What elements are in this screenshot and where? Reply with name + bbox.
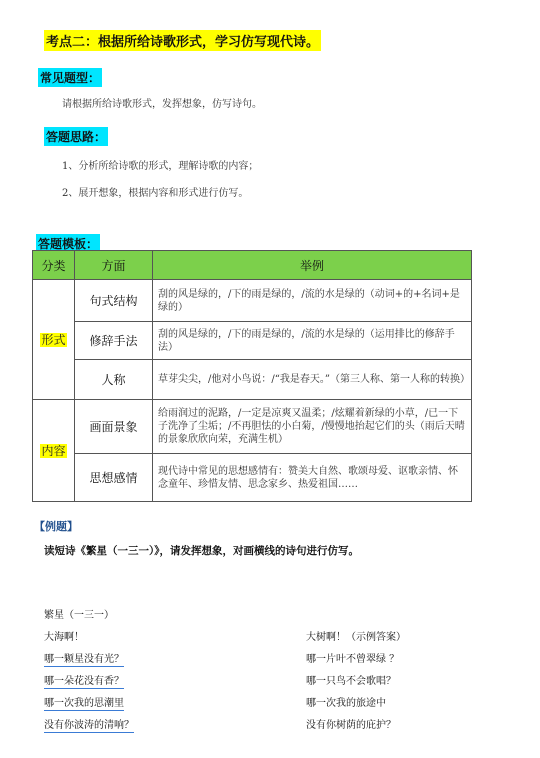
- example-cell: 现代诗中常见的思想感情有：赞美大自然、歌颂母爱、讴歌亲情、怀念童年、珍惜友情、思念家乡、热爱祖国……: [153, 454, 472, 502]
- example-cell: 给雨润过的泥路，/一定是凉爽又温柔；/炫耀着新绿的小草，/已一下子洗净了尘垢；/不再胆怯的小白菊，/慢慢地抬起它们的头（雨后天晴的景象欣欣向荣，充满生机）: [153, 400, 472, 454]
- header-aspect: 方面: [75, 251, 153, 280]
- answer-line: 哪一只鸟不会歌唱？: [306, 676, 396, 687]
- question-type-text: 请根据所给诗歌形式，发挥想象，仿写诗句。: [62, 99, 262, 110]
- example-prompt: 读短诗《繁星（一三一）》，请发挥想象，对画横线的诗句进行仿写。: [44, 545, 359, 557]
- table-row: [33, 454, 472, 502]
- poem-title: 繁星（一三一）: [44, 610, 114, 621]
- section-heading-template: 答题模板：: [36, 234, 100, 253]
- table-row: [33, 280, 472, 322]
- poem-line: 大海啊！: [44, 632, 84, 643]
- answer-line: 没有你树荫的庇护？: [306, 720, 396, 731]
- answer-line: 哪一片叶不曾翠绿 ？: [306, 654, 400, 665]
- poem-line-underlined: 哪一朵花没有香？: [44, 672, 124, 689]
- table-header-row: [33, 251, 472, 280]
- table-row: [33, 322, 472, 360]
- category-content: 内容: [41, 444, 66, 458]
- example-label: 【例题】: [34, 520, 78, 533]
- section-heading-approach: 答题思路：: [44, 127, 108, 146]
- section-heading-question-type: 常见题型：: [38, 68, 102, 87]
- table-row: [33, 360, 472, 400]
- poem-line-underlined: 没有你波涛的清响？: [44, 716, 134, 733]
- category-form-cell: [33, 280, 75, 400]
- header-example: 举例: [153, 251, 472, 280]
- poem-line-underlined: 哪一颗星没有光？: [44, 650, 124, 667]
- example-cell: 刮的风是绿的，/下的雨是绿的，/流的水是绿的（动词+的+名词+是绿的）: [153, 280, 472, 322]
- table-row: [33, 400, 472, 454]
- answer-template-table: [32, 250, 472, 502]
- example-cell: 草芽尖尖，/他对小鸟说：/“我是春天。”（第三人称、第一人称的转换）: [153, 360, 472, 400]
- approach-step-2: 2、展开想象，根据内容和形式进行仿写。: [62, 188, 249, 199]
- header-category: 分类: [33, 251, 75, 280]
- aspect-cell: 画面景象: [75, 400, 153, 454]
- poem-line-underlined: 哪一次我的思潮里: [44, 694, 124, 711]
- aspect-cell: 思想感情: [75, 454, 153, 502]
- approach-step-1: 1、分析所给诗歌的形式，理解诗歌的内容；: [62, 161, 259, 172]
- category-form: 形式: [41, 333, 66, 347]
- aspect-cell: 人称: [75, 360, 153, 400]
- answer-line: 哪一次我的旅途中: [306, 698, 386, 709]
- answer-line: 大树啊！（示例答案）: [306, 632, 406, 643]
- page-title: 考点二：根据所给诗歌形式，学习仿写现代诗。: [44, 30, 321, 51]
- category-content-cell: [33, 400, 75, 502]
- aspect-cell: 句式结构: [75, 280, 153, 322]
- example-cell: 刮的风是绿的，/下的雨是绿的，/流的水是绿的（运用排比的修辞手法）: [153, 322, 472, 360]
- aspect-cell: 修辞手法: [75, 322, 153, 360]
